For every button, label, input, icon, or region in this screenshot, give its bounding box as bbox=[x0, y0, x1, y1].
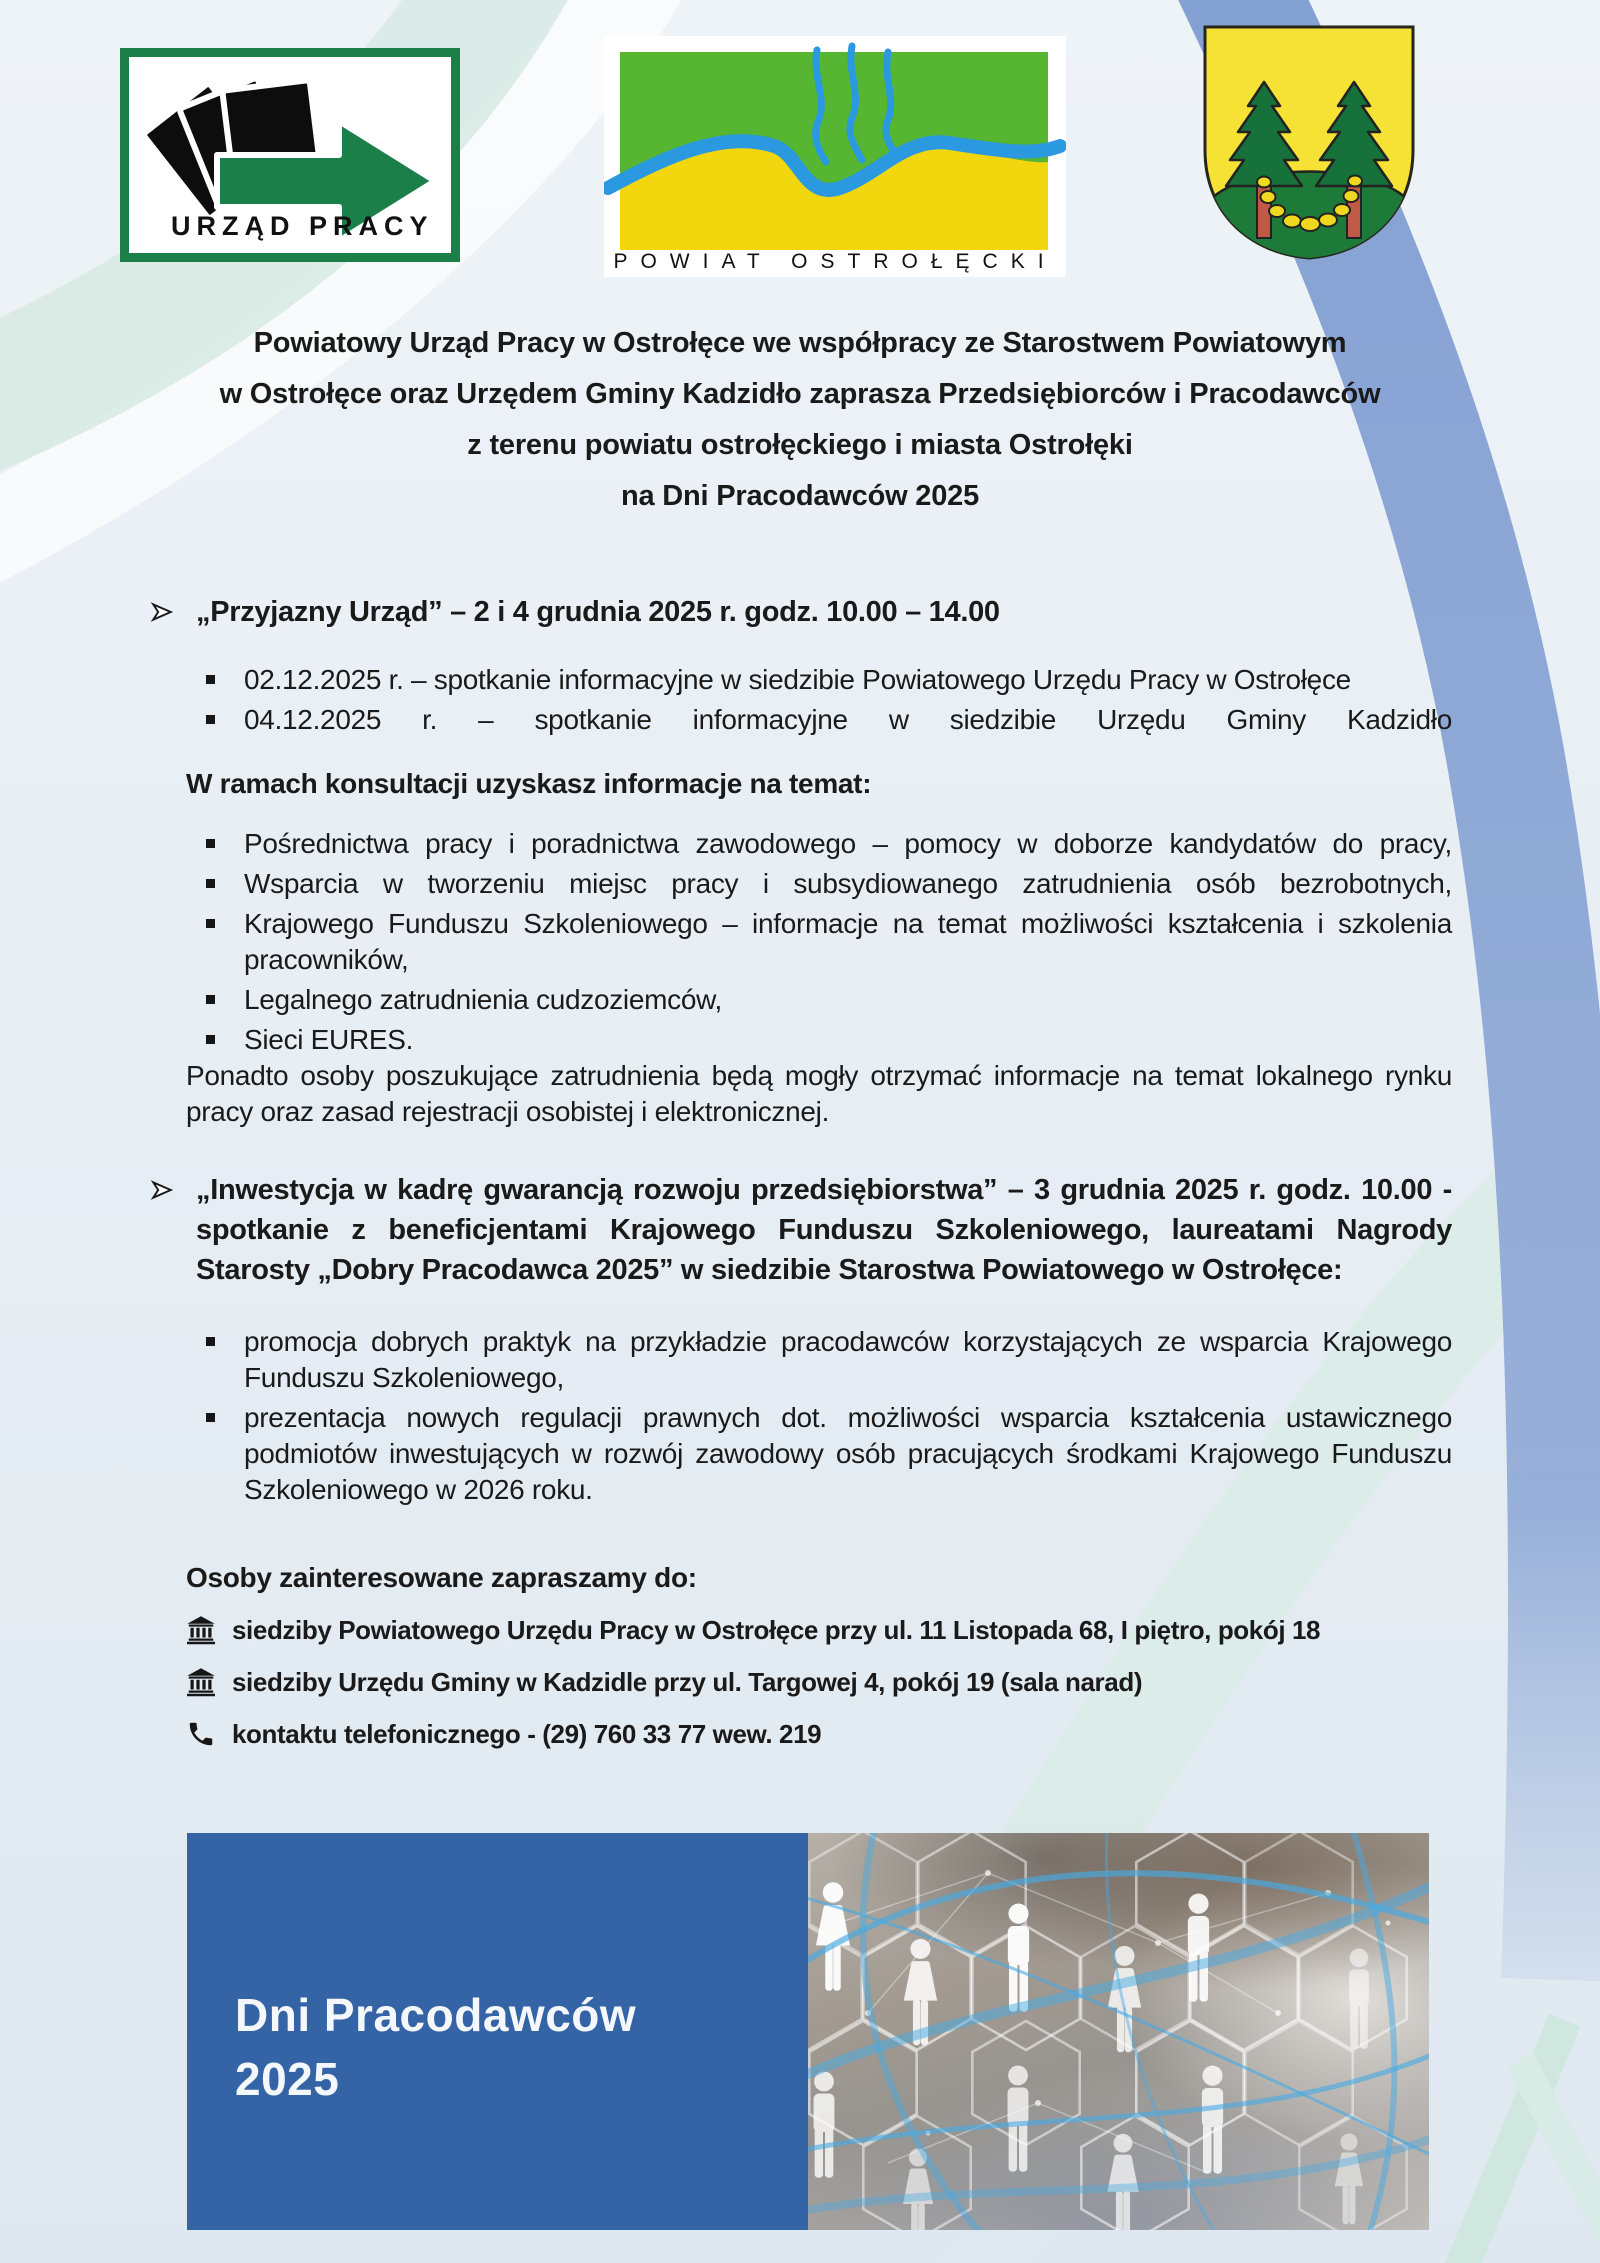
section1-title-row bbox=[150, 592, 1452, 632]
square-bullet-icon bbox=[206, 839, 215, 848]
woman-icon bbox=[1107, 2134, 1138, 2230]
urzad-pracy-logo bbox=[120, 48, 460, 262]
banner-title-line1: Dni Pracodawców bbox=[235, 1989, 637, 2041]
contact-entry-text: siedziby Urzędu Gminy w Kadzidle przy ul. Targowej 4, pokój 19 (sala narad) bbox=[232, 1667, 1143, 1697]
man-icon bbox=[1188, 1894, 1209, 2002]
list-item bbox=[206, 702, 1452, 738]
square-bullet-icon bbox=[206, 879, 215, 888]
network-people-photo bbox=[808, 1833, 1429, 2230]
square-bullet-icon bbox=[206, 995, 215, 1004]
woman-icon bbox=[1335, 2133, 1364, 2224]
powiat-ostrolecki-logo bbox=[604, 36, 1066, 277]
man-icon bbox=[1008, 2066, 1029, 2172]
section2-item-1: promocja dobrych praktyk na przykładzie pracodawców korzystających ze wsparcia Krajowego Funduszu Szkoleniowego, bbox=[244, 1326, 1452, 1393]
powiat-label: POWIAT OSTROŁĘCKI bbox=[613, 250, 1057, 273]
phone-icon bbox=[186, 1719, 216, 1749]
section2-title-row bbox=[150, 1170, 1452, 1290]
meeting-item-2: 04.12.2025 r. – spotkanie informacyjne w siedzibie Urzędu Gminy Kadzidło bbox=[244, 704, 1452, 735]
square-bullet-icon bbox=[206, 1035, 215, 1044]
square-bullet-icon bbox=[206, 1413, 215, 1422]
list-item bbox=[206, 826, 1452, 862]
contact-entry-text: kontaktu telefonicznego - (29) 760 33 77 wew. 219 bbox=[232, 1719, 822, 1749]
man-icon bbox=[1349, 1949, 1369, 2049]
topic-1: Pośrednictwa pracy i poradnictwa zawodowego – pomocy w doborze kandydatów do pracy, bbox=[244, 828, 1452, 859]
section1-title: „Przyjazny Urząd” – 2 i 4 grudnia 2025 r. godz. 10.00 – 14.00 bbox=[196, 596, 1000, 628]
list-item bbox=[206, 662, 1452, 698]
bank-icon bbox=[186, 1615, 216, 1645]
contact-entry-pup bbox=[186, 1612, 1452, 1648]
banner-title-line2: 2025 bbox=[235, 2053, 340, 2105]
bank-icon bbox=[186, 1667, 216, 1697]
contact-heading: Osoby zainteresowane zapraszamy do: bbox=[186, 1562, 697, 1593]
square-bullet-icon bbox=[206, 1337, 215, 1346]
section1-meeting-list bbox=[206, 662, 1452, 738]
header-line-4: na Dni Pracodawców 2025 bbox=[620, 480, 980, 512]
header-line-2: w Ostrołęce oraz Urzędem Gminy Kadzidło zaprasza Przedsiębiorców i Pracodawców bbox=[219, 378, 1381, 410]
contact-entry-phone bbox=[186, 1716, 1452, 1752]
consultation-topics-list bbox=[206, 826, 1452, 1058]
list-item bbox=[206, 982, 1452, 1018]
man-icon bbox=[1202, 2066, 1223, 2174]
banner-title-panel bbox=[187, 1833, 808, 2230]
square-bullet-icon bbox=[206, 919, 215, 928]
jobseekers-note: Ponadto osoby poszukujące zatrudnienia będą mogły otrzymać informacje na temat lokalnego rynku pracy oraz zasad rejestracji osobistej i elektronicznej. bbox=[186, 1060, 1452, 1127]
header-text bbox=[110, 318, 1490, 522]
section2-list bbox=[206, 1324, 1452, 1508]
man-icon bbox=[1008, 1904, 1029, 2012]
topic-3: Krajowego Funduszu Szkoleniowego – informacje na temat możliwości kształcenia i szkolenia pracowników, bbox=[244, 908, 1452, 975]
square-bullet-icon bbox=[206, 715, 215, 724]
topic-2: Wsparcia w tworzeniu miejsc pracy i subsydiowanego zatrudnienia osób bezrobotnych, bbox=[244, 868, 1452, 899]
kadzidlo-coat-of-arms bbox=[1200, 22, 1418, 262]
header-line-1: Powiatowy Urząd Pracy w Ostrołęce we współpracy ze Starostwem Powiatowym bbox=[253, 327, 1347, 359]
urzad-pracy-label: URZĄD PRACY bbox=[171, 211, 434, 241]
consultation-subheading: W ramach konsultacji uzyskasz informacje na temat: bbox=[186, 768, 872, 799]
square-bullet-icon bbox=[206, 675, 215, 684]
topic-5: Sieci EURES. bbox=[244, 1024, 414, 1055]
meeting-item-1: 02.12.2025 r. – spotkanie informacyjne w siedzibie Powiatowego Urzędu Pracy w Ostrołęce bbox=[244, 664, 1351, 695]
list-item bbox=[206, 866, 1452, 902]
main-content bbox=[150, 592, 1452, 1752]
topic-4: Legalnego zatrudnienia cudzoziemców, bbox=[244, 984, 722, 1015]
contact-entry-gmina bbox=[186, 1664, 1452, 1700]
section2-item-2: prezentacja nowych regulacji prawnych dot. możliwości wsparcia kształcenia ustawicznego podmiotów inwestujących w rozwój zawodowy osób pracujących środkami Krajowego Funduszu Szkoleniowego w 2026 roku. bbox=[244, 1402, 1452, 1505]
man-icon bbox=[814, 2072, 835, 2178]
list-item bbox=[206, 1324, 1452, 1396]
list-item bbox=[206, 1400, 1452, 1508]
section2-title: „Inwestycja w kadrę gwarancją rozwoju przedsiębiorstwa” – 3 grudnia 2025 r. godz. 10.00 - spotkanie z beneficjentami Krajowego Funduszu Szkoleniowego, laureatami Nagrody Starosty „Dobry Pracodawca 2025” w siedzibie Starostwa Powiatowego w Ostrołęce: bbox=[196, 1174, 1452, 1286]
arrowhead-bullet-icon bbox=[150, 1178, 174, 1202]
list-item bbox=[206, 1022, 1452, 1058]
contact-entry-text: siedziby Powiatowego Urzędu Pracy w Ostrołęce przy ul. 11 Listopada 68, I piętro, pokój 18 bbox=[232, 1615, 1321, 1645]
bottom-banner bbox=[187, 1833, 1429, 2230]
list-item bbox=[206, 906, 1452, 978]
header-line-3: z terenu powiatu ostrołęckiego i miasta Ostrołęki bbox=[467, 429, 1133, 461]
arrowhead-bullet-icon bbox=[150, 600, 174, 624]
